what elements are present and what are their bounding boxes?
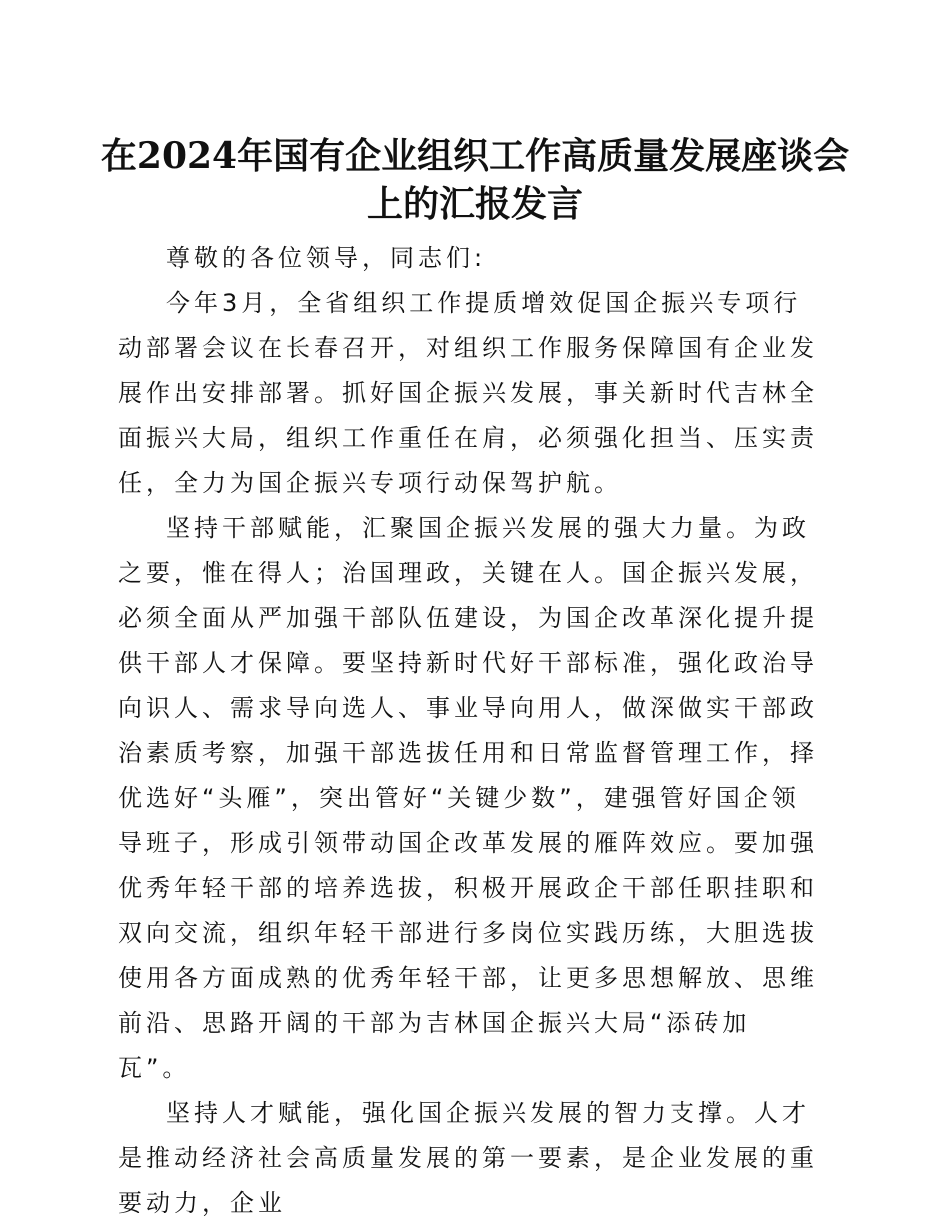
document-title bbox=[100, 132, 850, 228]
paragraph-intro: 今年3月，全省组织工作提质增效促国企振兴专项行动部署会议在长春召开，对组织工作服务保障国有企业发展作出安排部署。抓好国企振兴发展，事关新时代吉林全面振兴大局，组织工作重任在肩，必须强化担当、压实责任，全力为国企振兴专项行动保驾护航。 bbox=[118, 289, 818, 497]
document-body bbox=[118, 236, 818, 1226]
title-line-2: 上的汇报发言 bbox=[366, 183, 583, 225]
paragraph-cadre-empowerment: 坚持干部赋能，汇聚国企振兴发展的强大力量。为政之要，惟在得人；治国理政，关键在人。国企振兴发展，必须全面从严加强干部队伍建设，为国企改革深化提升提供干部人才保障。要坚持新时代好干部标准，强化政治导向识人、需求导向选人、事业导向用人，做深做实干部政治素质考察，加强干部选拔任用和日常监督管理工作，择优选好“头雁”，突出管好“关键少数”，建强管好国企领导班子，形成引领带动国企改革发展的雁阵效应。要加强优秀年轻干部的培养选拔，积极开展政企干部任职挂职和双向交流，组织年轻干部进行多岗位实践历练，大胆选拔使用各方面成熟的优秀年轻干部，让更多思想解放、思维前沿、思路开阔的干部为吉林国企振兴大局“添砖加瓦”。 bbox=[118, 514, 818, 1082]
paragraph-talent-empowerment: 坚持人才赋能，强化国企振兴发展的智力支撑。人才是推动经济社会高质量发展的第一要素，是企业发展的重要动力，企业 bbox=[118, 1099, 818, 1217]
paragraph-salutation: 尊敬的各位领导，同志们: bbox=[166, 244, 487, 272]
title-line-1: 在2024年国有企业组织工作高质量发展座谈会 bbox=[100, 135, 850, 177]
